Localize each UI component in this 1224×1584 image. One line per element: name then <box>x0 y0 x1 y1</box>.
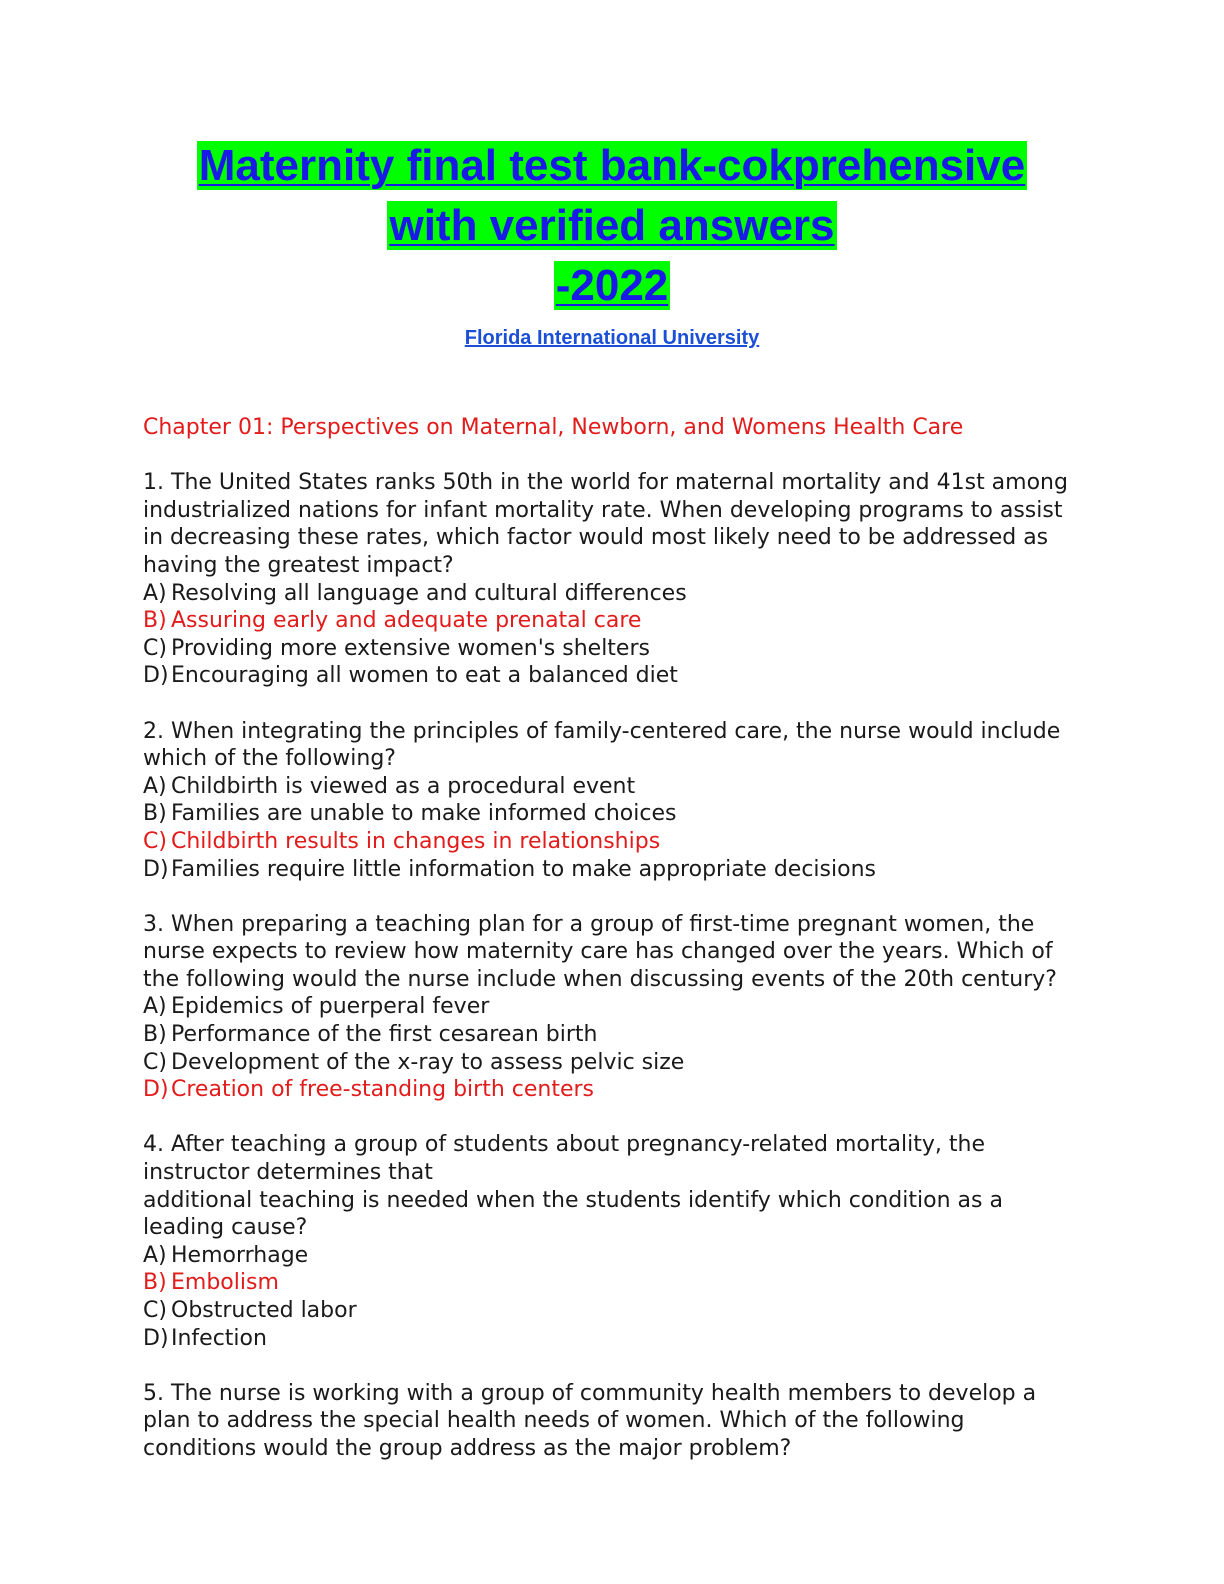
question-number: 5. <box>143 1380 164 1406</box>
question-2 <box>143 718 1083 884</box>
option-d-correct: D) Creation of free-standing birth centers <box>143 1077 595 1103</box>
option-c-correct: C) Childbirth results in changes in relationships <box>143 828 661 854</box>
option-c: C) Providing more extensive women's shelters <box>143 635 650 661</box>
question-stem: When integrating the principles of family-centered care, the nurse would include which of the following? <box>143 718 1061 772</box>
option-c: C) Obstructed labor <box>143 1298 357 1323</box>
option-d: D) Encouraging all women to eat a balanced diet <box>143 663 678 689</box>
question-stem: The United States ranks 50th in the world for maternal mortality and 41st among industrialized nations for infant mortality rate. When developing programs to assist in decreasing these rates, which factor would most likely need to be addressed as having the greatest impact? <box>143 470 1068 578</box>
question-stem: The nurse is working with a group of community health members to develop a plan to address the special health needs of women. Which of the following conditions would the group address as the major problem? <box>143 1380 1037 1461</box>
option-a: A) Resolving all language and cultural differences <box>143 580 687 606</box>
option-a: A) Childbirth is viewed as a procedural event <box>143 773 636 799</box>
document-title-line-2: with verified answers <box>389 201 835 250</box>
document-title-line-3: -2022 <box>555 261 669 310</box>
option-a: A) Hemorrhage <box>143 1242 309 1268</box>
option-d: D) Families require little information to make appropriate decisions <box>143 856 876 882</box>
question-stem-line-1: After teaching a group of students about pregnancy-related mortality, the instructor determines that <box>143 1132 985 1186</box>
option-d: D) Infection <box>143 1325 267 1351</box>
question-number: 1. <box>143 470 164 496</box>
document-header <box>0 136 1224 352</box>
question-5 <box>143 1380 1083 1463</box>
option-c: C) Development of the x-ray to assess pelvic size <box>143 1049 685 1075</box>
question-text <box>143 1380 1083 1463</box>
question-3 <box>143 911 1083 1104</box>
question-1 <box>143 469 1083 690</box>
option-b-correct: B) Embolism <box>143 1270 279 1296</box>
document-body <box>143 414 1083 1490</box>
question-text <box>143 1131 1083 1186</box>
question-number: 4. <box>143 1132 164 1158</box>
question-number: 2. <box>143 718 164 744</box>
question-text <box>143 718 1083 773</box>
document-title-line-1: Maternity final test bank-cokprehensive <box>198 141 1026 190</box>
option-b: B) Performance of the first cesarean birth <box>143 1022 598 1048</box>
question-number: 3. <box>143 911 164 937</box>
question-4 <box>143 1131 1083 1352</box>
question-text <box>143 469 1083 579</box>
question-text <box>143 911 1083 994</box>
option-b: B) Families are unable to make informed choices <box>143 801 677 827</box>
option-b-correct: B) Assuring early and adequate prenatal care <box>143 608 642 634</box>
institution-link[interactable]: Florida International University <box>464 327 760 349</box>
question-stem-line-2: additional teaching is needed when the students identify which condition as a leading cause? <box>143 1187 1003 1241</box>
option-a: A) Epidemics of puerperal fever <box>143 994 490 1020</box>
chapter-heading: Chapter 01: Perspectives on Maternal, Newborn, and Womens Health Care <box>143 415 964 440</box>
question-stem: When preparing a teaching plan for a group of first-time pregnant women, the nurse expects to review how maternity care has changed over the years. Which of the following would the nurse include when discussing events of the 20th century? <box>143 911 1057 992</box>
